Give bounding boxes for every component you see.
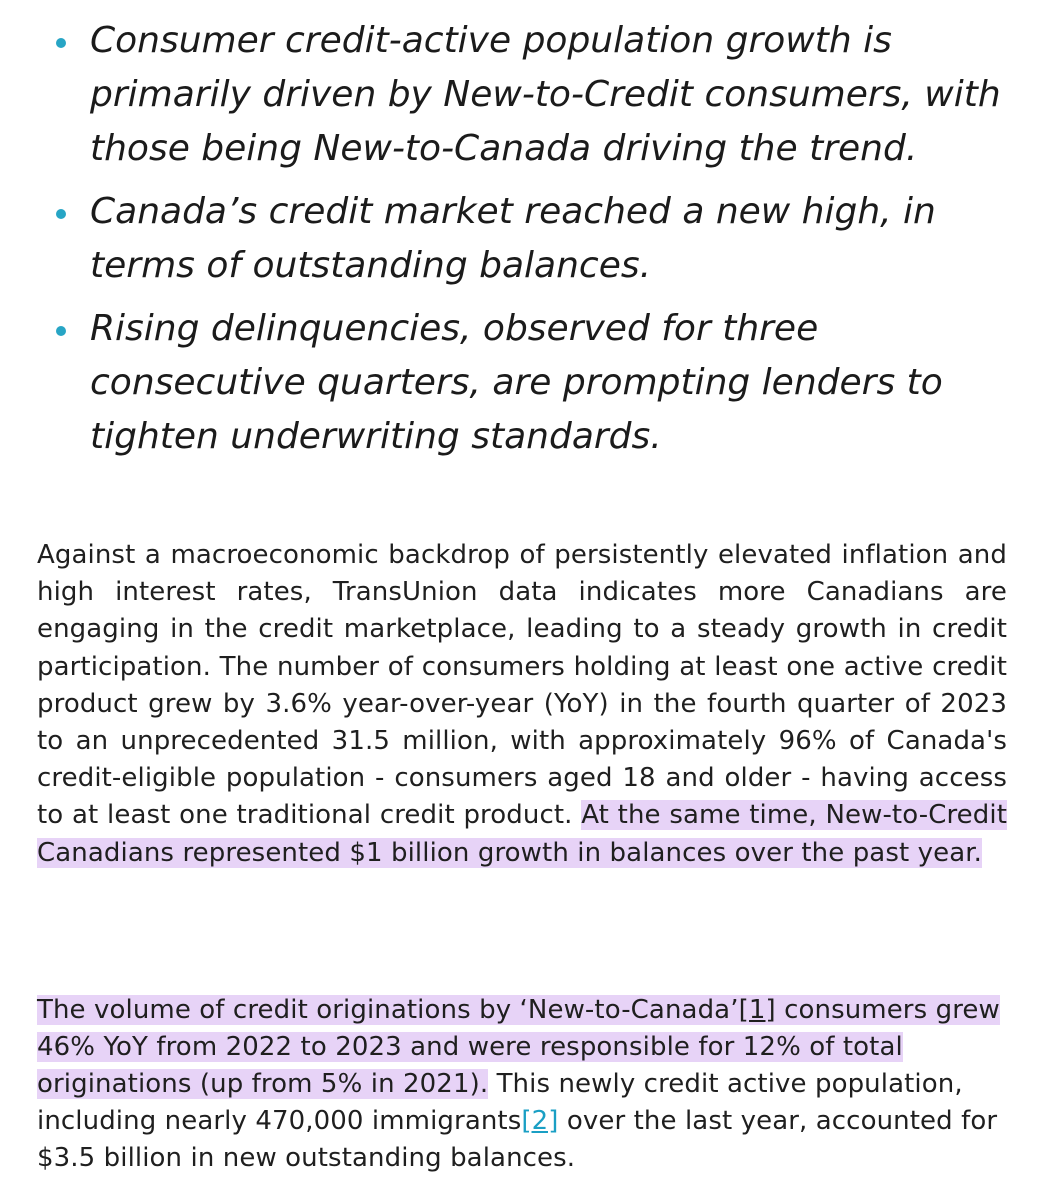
highlighted-text: consumers grew 46% YoY from 2022 to 2023 and were responsible for 12% of total originations (up from 5% in 2021). bbox=[37, 995, 1000, 1099]
bullet-dot-icon bbox=[56, 38, 66, 48]
bullet-dot-icon bbox=[56, 209, 66, 219]
paragraph-text: over the last year, accounted for $3.5 billion in new outstanding balances. bbox=[37, 1106, 998, 1173]
footnote-link-2[interactable]: [2] bbox=[521, 1106, 559, 1136]
bullet-dot-icon bbox=[56, 326, 66, 336]
body-paragraph-credit-participation bbox=[37, 537, 1007, 872]
highlighted-text: At the same time, New-to-Credit Canadians represented $1 billion growth in balances over the past year. bbox=[37, 800, 1007, 868]
key-findings-list bbox=[56, 14, 1016, 473]
key-finding-text: Canada’s credit market reached a new high, in terms of outstanding balances. bbox=[90, 191, 936, 286]
key-finding-text: Consumer credit-active population growth is primarily driven by New-to-Credit consumers, with those being New-to-Canada driving the trend. bbox=[90, 20, 1001, 169]
footnote-link-1[interactable] bbox=[739, 995, 776, 1025]
paragraph-text: This newly credit active population, including nearly 470,000 immigrants bbox=[37, 1069, 963, 1136]
body-paragraph-new-to-canada bbox=[37, 992, 1007, 1177]
key-finding-text: Rising delinquencies, observed for three consecutive quarters, are prompting lenders to tighten underwriting standards. bbox=[90, 308, 943, 457]
paragraph-text: Against a macroeconomic backdrop of persistently elevated inflation and high interest rates, TransUnion data indicates more Canadians are engaging in the credit marketplace, leading to a steady growth in credit participation. The number of consumers holding at least one active credit product grew by 3.6% year-over-year (YoY) in the fourth quarter of 2023 to an unprecedented 31.5 million, with approximately 96% of Canada's credit-eligible population - consumers aged 18 and older - having access to at least one traditional credit product. bbox=[37, 540, 1007, 831]
highlighted-text: The volume of credit originations by ‘New-to-Canada’ bbox=[37, 995, 739, 1025]
key-finding-item bbox=[56, 14, 1016, 176]
footnote-ref-1[interactable]: [1] bbox=[738, 995, 776, 1025]
key-finding-item bbox=[56, 302, 1016, 464]
key-finding-item bbox=[56, 185, 1016, 293]
